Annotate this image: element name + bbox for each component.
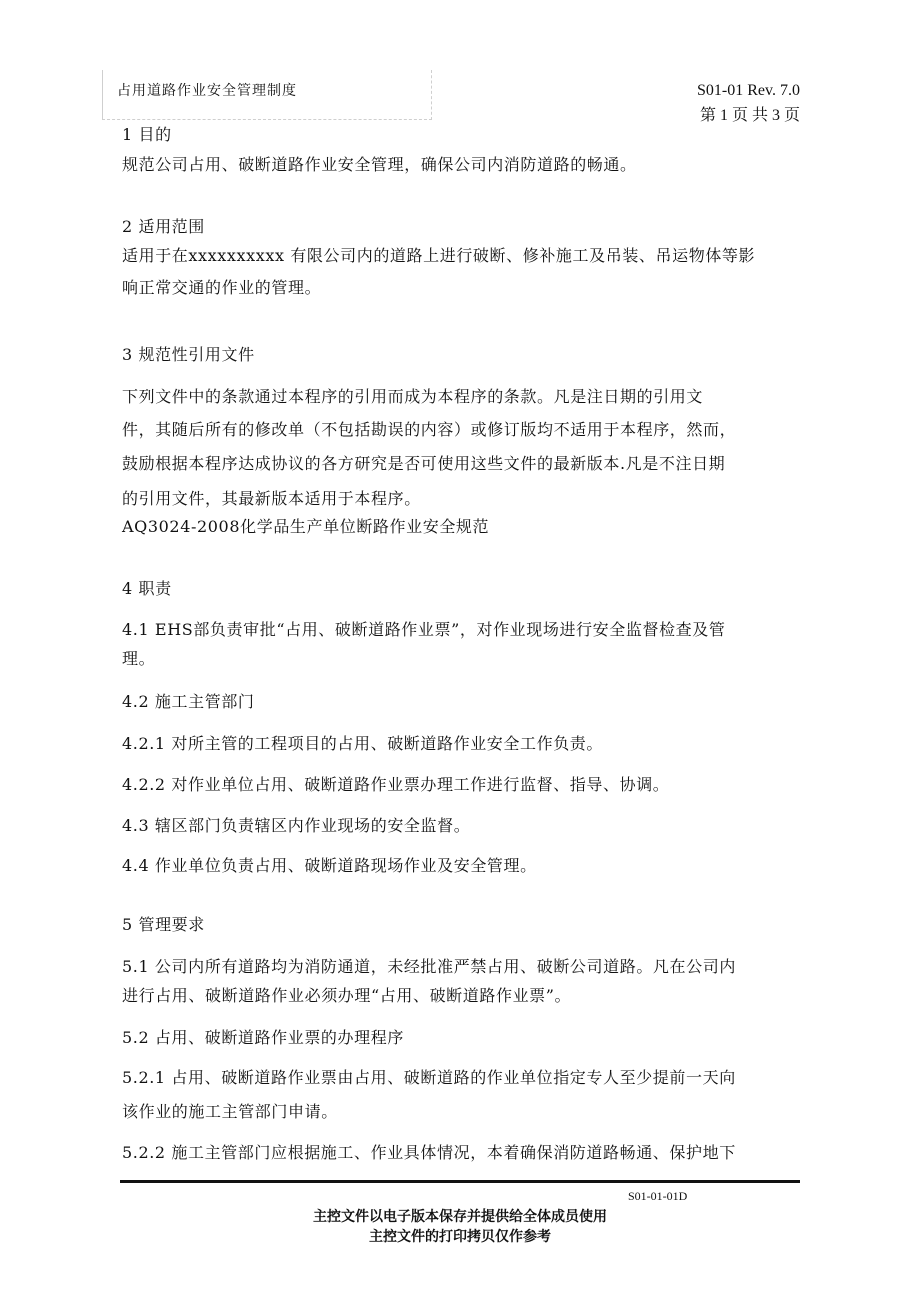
paragraph-line: 4.2.1 对所主管的工程项目的占用、破断道路作业安全工作负责。	[122, 734, 603, 753]
footer-notice-electronic: 主控文件以电子版本保存并提供给全体成员使用	[313, 1209, 607, 1225]
paragraph-line: 件，其随后所有的修改单（不包括勘误的内容）或修订版均不适用于本程序，然而，	[122, 420, 737, 439]
paragraph-line: 4.2 施工主管部门	[122, 692, 255, 711]
footer-form-code: S01-01-01D	[628, 1189, 688, 1203]
paragraph-line: 4.3 辖区部门负责辖区内作业现场的安全监督。	[122, 816, 471, 835]
paragraph-line: 4.1 EHS部负责审批“占用、破断道路作业票”，对作业现场进行安全监督检查及管	[122, 620, 726, 639]
paragraph-line: AQ3024-2008化学品生产单位断路作业安全规范	[122, 517, 490, 536]
section-heading-requirements: 5 管理要求	[122, 915, 205, 934]
paragraph-line: 5.2.2 施工主管部门应根据施工、作业具体情况，本着确保消防道路畅通、保护地下	[122, 1143, 736, 1162]
paragraph-line: 4.4 作业单位负责占用、破断道路现场作业及安全管理。	[122, 856, 537, 875]
section-heading-references: 3 规范性引用文件	[122, 345, 255, 364]
section-heading-purpose: 1 目的	[122, 125, 172, 144]
paragraph-line: 的引用文件，其最新版本适用于本程序。	[122, 489, 421, 508]
paragraph-line: 理。	[122, 649, 156, 668]
page-number: 第 1 页 共 3 页	[699, 107, 800, 124]
paragraph-line: 5.1 公司内所有道路均为消防通道，未经批准严禁占用、破断公司道路。凡在公司内	[122, 957, 736, 976]
paragraph-line: 鼓励根据本程序达成协议的各方研究是否可使用这些文件的最新版本.凡是不注日期	[122, 454, 726, 473]
section-heading-scope: 2 适用范围	[122, 217, 205, 236]
document-code: S01-01 Rev. 7.0	[697, 82, 800, 99]
header-title-box	[102, 70, 432, 120]
document-title: 占用道路作业安全管理制度	[117, 83, 297, 99]
section-heading-responsibilities: 4 职责	[122, 579, 172, 598]
paragraph-line: 下列文件中的条款通过本程序的引用而成为本程序的条款。凡是注日期的引用文	[122, 387, 704, 406]
header-meta	[697, 78, 800, 128]
paragraph-line: 5.2 占用、破断道路作业票的办理程序	[122, 1028, 404, 1047]
footer-notice-print: 主控文件的打印拷贝仅作参考	[369, 1229, 551, 1245]
paragraph-line: 该作业的施工主管部门申请。	[122, 1102, 338, 1121]
paragraph-line: 5.2.1 占用、破断道路作业票由占用、破断道路的作业单位指定专人至少提前一天向	[122, 1068, 736, 1087]
paragraph-line: 进行占用、破断道路作业必须办理“占用、破断道路作业票”。	[122, 986, 572, 1005]
paragraph-line: 规范公司占用、破断道路作业安全管理，确保公司内消防道路的畅通。	[122, 155, 637, 174]
paragraph-line: 适用于在xxxxxxxxxx 有限公司内的道路上进行破断、修补施工及吊装、吊运物体等影	[122, 246, 756, 265]
paragraph-line: 4.2.2 对作业单位占用、破断道路作业票办理工作进行监督、指导、协调。	[122, 775, 670, 794]
paragraph-line: 响正常交通的作业的管理。	[122, 278, 322, 297]
footer-divider	[120, 1180, 800, 1183]
